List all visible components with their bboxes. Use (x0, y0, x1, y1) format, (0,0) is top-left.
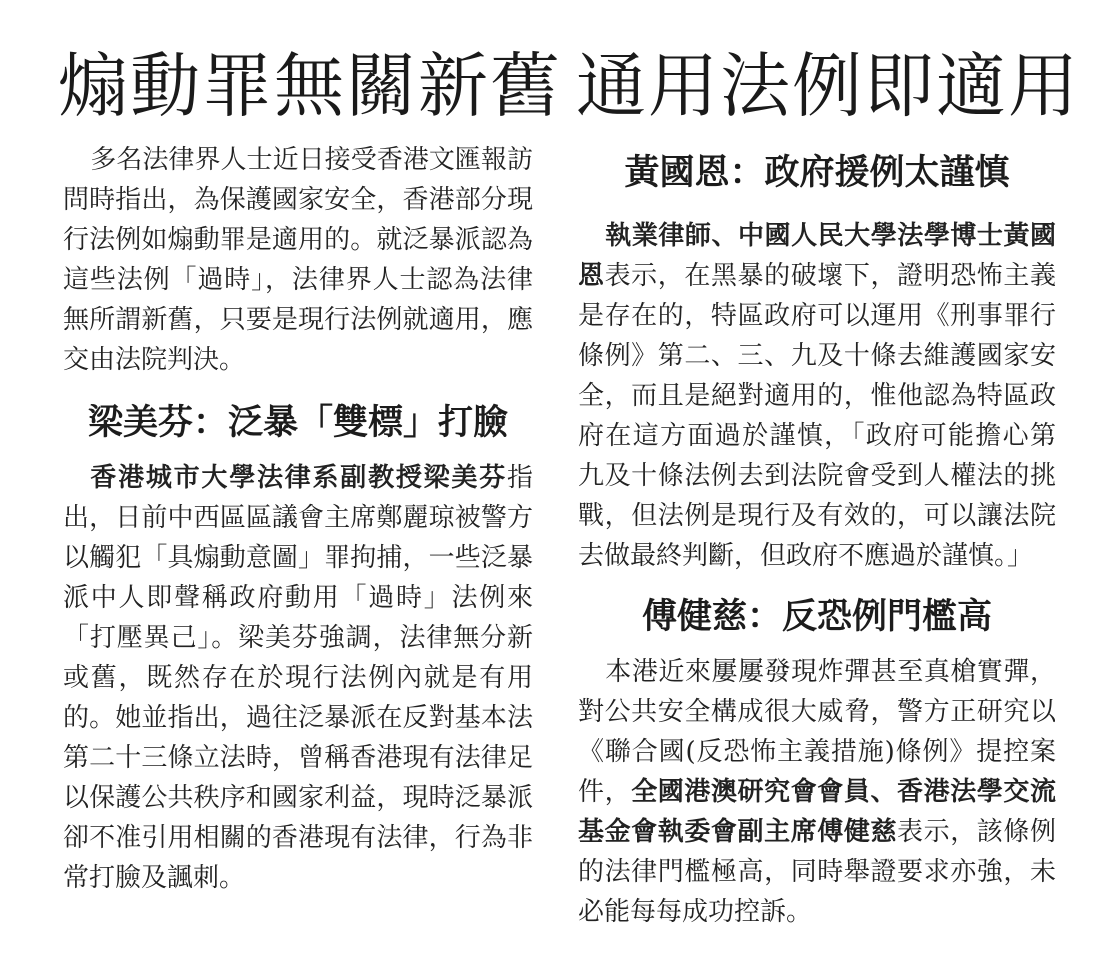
section1-heading: 梁美芬：泛暴「雙標」打臉 (87, 403, 508, 443)
section3-heading: 傅健慈：反恐例門檻高 (641, 597, 992, 637)
section1-paragraph (63, 458, 533, 898)
headline-right: 通用法例即適用 (576, 45, 1080, 127)
section2-text: 表示，在黑暴的破壞下，證明恐怖主義是存在的，特區政府可以運用《刑事罪行條例》第二、三、九及十條去維護國家安全，而且是絕對適用的，惟他認為特區政府在這方面過於謹慎，「政府可能擔心第九及十條法例去到法院會受到人權法的挑戰，但法例是現行及有效的，可以讓法院去做最終判斷，但政府不應過於謹慎。」 (578, 261, 1056, 571)
right-column (578, 140, 1056, 932)
intro-paragraph (63, 140, 533, 380)
section3-text-after: 表示，該條例的法律門檻極高，同時舉證要求亦強，未必能每每成功控訴。 (578, 817, 1056, 927)
section2-paragraph (578, 216, 1056, 576)
section2-heading: 黃國恩：政府援例太謹慎 (624, 153, 1010, 193)
section1-text: 指出，日前中西區區議會主席鄭麗琼被警方以觸犯「具煽動意圖」罪拘捕，一些泛暴派中人即聲稱政府動用「過時」法例來「打壓異己」。梁美芬強調，法律無分新或舊，既然存在於現行法例內就是有用的。她並指出，過往泛暴派在反對基本法第二十三條立法時，曾稱香港現有法律足以保護公共秩序和國家利益，現時泛暴派卻不准引用相關的香港現有法律，行為非常打臉及諷刺。 (63, 463, 533, 893)
section3-speaker: 全國港澳研究會會員、香港法學交流基金會執委會副主席傅健慈 (578, 777, 1056, 847)
headline-left: 煽動罪無關新舊 (58, 45, 562, 127)
left-column (63, 140, 533, 898)
intro-text: 多名法律界人士近日接受香港文匯報訪問時指出，為保護國家安全，香港部分現行法例如煽動罪是適用的。就泛暴派認為這些法例「過時」，法律界人士認為法律無所謂新舊，只要是現行法例就適用，應交由法院判決。 (63, 145, 533, 375)
headline (0, 36, 1110, 136)
section3-paragraph (578, 652, 1056, 932)
section2-speaker: 執業律師、中國人民大學法學博士黃國恩 (578, 221, 1056, 291)
section1-speaker: 香港城市大學法律系副教授梁美芬 (90, 463, 507, 493)
section3-text-before: 本港近來屢屢發現炸彈甚至真槍實彈，對公共安全構成很大威脅，警方正研究以《聯合國(反恐怖主義措施)條例》提控案件， (578, 657, 1056, 807)
